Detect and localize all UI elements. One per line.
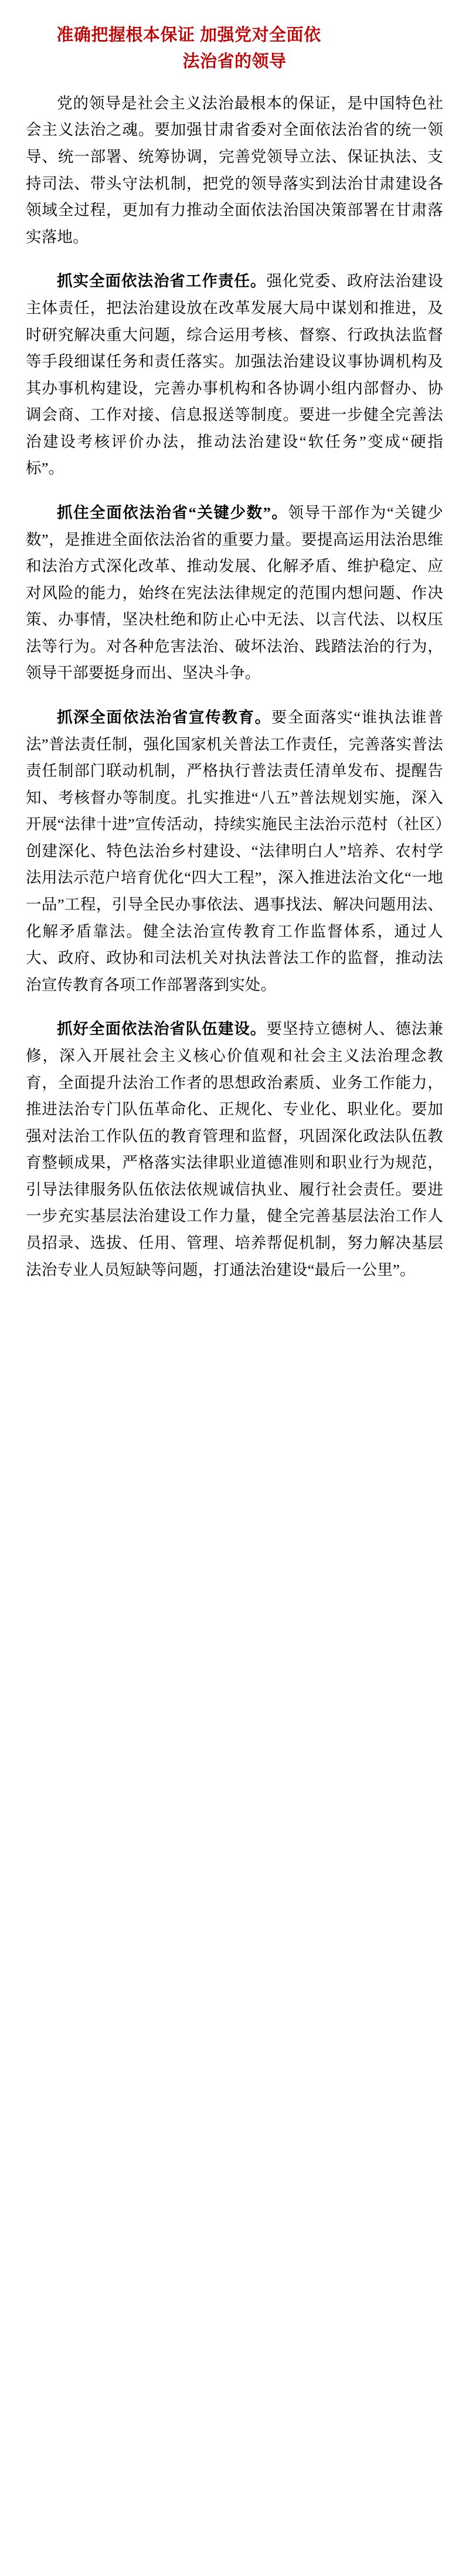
paragraph-3-lead: 抓住全面依法治省“关键少数”。 — [57, 503, 288, 521]
paragraph-4-text: 要全面落实“谁执法谁普法”普法责任制，强化国家机关普法工作责任，完善落实普法责任制部门联动机制，严格执行普法责任清单发布、提醒告知、考核督办等制度。扎实推进“八五”普法规划实施，深入开展“法律十进”宣传活动，持续实施民主法治示范村（社区）创建深化、特色法治乡村建设、“法律明白人”培养、农村学法用法示范户培育优化“四大工程”，深入推进法治文化“一地一品”工程，引导全民办事依法、遇事找法、解决问题用法、化解矛盾靠法。健全法治宣传教育工作监督体系，通过人大、政府、政协和司法机关对执法普法工作的监督，推动法治宣传教育各项工作部署落到实处。 — [26, 709, 443, 994]
paragraph-2 — [26, 268, 443, 482]
paragraph-2-lead: 抓实全面依法治省工作责任。 — [57, 272, 267, 290]
paragraph-5-lead: 抓好全面依法治省队伍建设。 — [57, 1020, 267, 1038]
page-title — [26, 22, 443, 75]
paragraph-3-text: 领导干部作为“关键少数”，是推进全面依法治省的重要力量。要提高运用法治思维和法治方式深化改革、推动发展、化解矛盾、维护稳定、应对风险的能力，始终在宪法法律规定的范围内想问题、作决策、办事情，坚决杜绝和防止心中无法、以言代法、以权压法等行为。对各种危害法治、破坏法治、践踏法治的行为，领导干部要挺身而出、坚决斗争。 — [26, 503, 444, 682]
paragraph-2-text: 强化党委、政府法治建设主体责任，把法治建设放在改革发展大局中谋划和推进，及时研究解决重大问题，综合运用考核、督察、行政执法监督等手段细谋任务和责任落实。加强法治建设议事协调机构及其办事机构建设，完善办事机构和各协调小组内部督办、协调会商、工作对接、信息报送等制度。要进一步健全完善法治建设考核评价办法，推动法治建设“软任务”变成“硬指标”。 — [26, 272, 443, 477]
page-title-line-1: 准确把握根本保证 加强党对全面依 — [56, 26, 321, 45]
paragraph-1-text: 党的领导是社会主义法治最根本的保证，是中国特色社会主义法治之魂。要加强甘肃省委对全面依法治省的统一领导、统一部署、统筹协调，完善党领导立法、保证执法、支持司法、带头守法机制，把党的领导落实到法治甘肃建设各领域全过程，更加有力推动全面依法治国决策部署在甘肃落实落地。 — [26, 94, 443, 246]
paragraph-3 — [26, 500, 443, 687]
page-title-line-2: 法治省的领导 — [182, 52, 287, 71]
paragraph-1 — [26, 90, 443, 250]
paragraph-4-lead: 抓深全面依法治省宣传教育。 — [57, 709, 271, 727]
paragraph-5 — [26, 1016, 443, 1283]
article-body — [26, 90, 443, 1283]
paragraph-5-text: 要坚持立德树人、德法兼修，深入开展社会主义核心价值观和社会主义法治理念教育，全面提升法治工作者的思想政治素质、业务工作能力，推进法治专门队伍革命化、正规化、专业化、职业化。要加强对法治工作队伍的教育管理和监督，巩固深化政法队伍教育整顿成果，严格落实法律职业道德准则和职业行为规范，引导法律服务队伍依法依规诚信执业、履行社会责任。要进一步充实基层法治建设工作力量，健全完善基层法治工作人员招录、选拔、任用、管理、培养帮促机制，努力解决基层法治专业人员短缺等问题，打通法治建设“最后一公里”。 — [26, 1020, 443, 1279]
paragraph-4 — [26, 704, 443, 998]
